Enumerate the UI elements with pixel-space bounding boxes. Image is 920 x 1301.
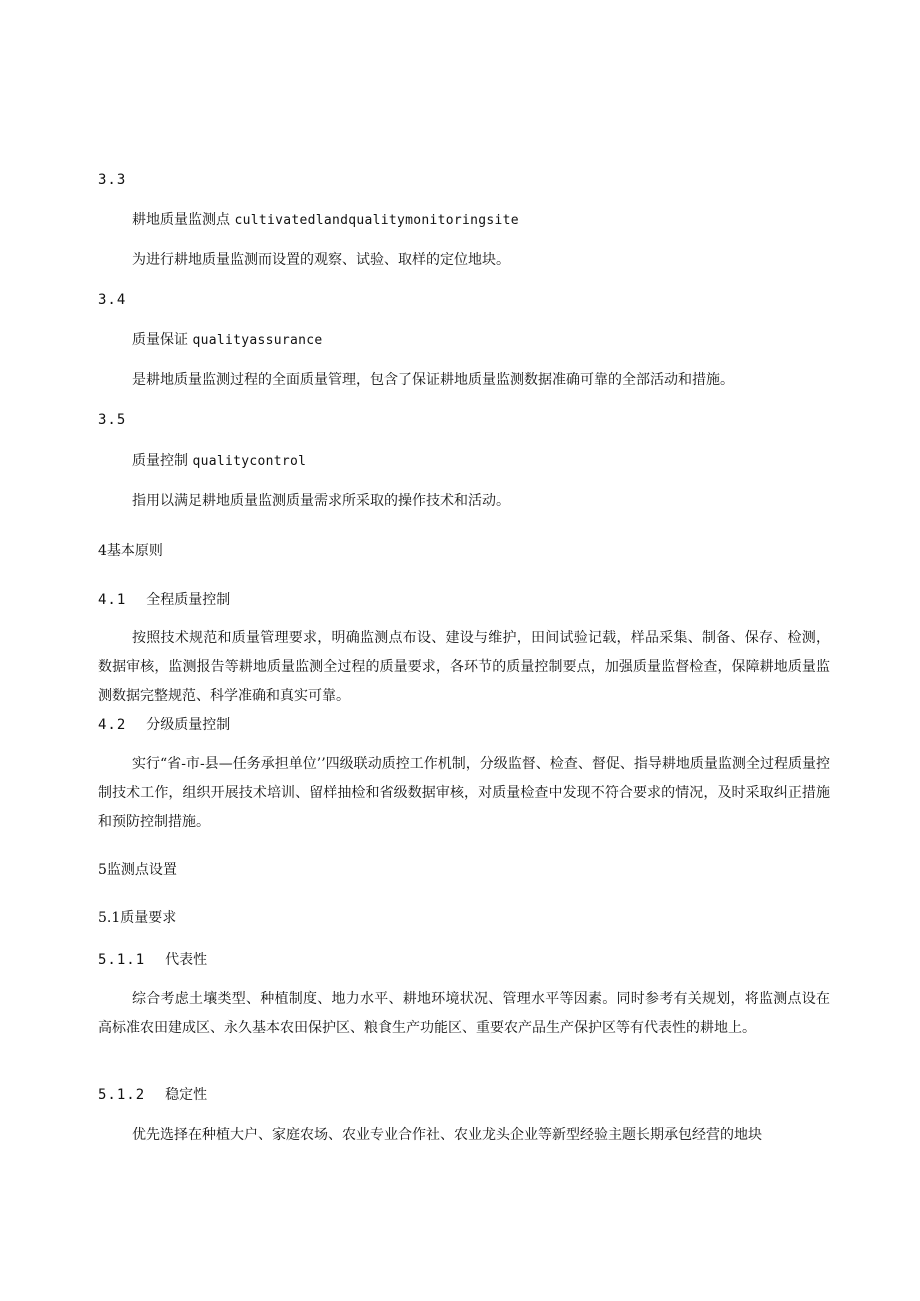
term-zh: 质量控制	[132, 453, 188, 469]
heading-section-4: 4基本原则	[98, 543, 163, 559]
section-title: 分级质量控制	[146, 717, 231, 733]
heading-4-2	[98, 715, 830, 735]
paragraph-5-1-2: 优先选择在种植大户、家庭农场、农业专业合作社、农业龙头企业等新型经验主题长期承包经营的地块	[132, 1127, 762, 1143]
section-number: 5.1.2	[98, 1087, 146, 1103]
term-zh: 质量保证	[132, 332, 188, 348]
heading-4-1	[98, 590, 830, 610]
heading-section-5: 5监测点设置	[98, 862, 177, 878]
definition-3-4: 是耕地质量监测过程的全面质量管理，包含了保证耕地质量监测数据准确可靠的全部活动和措施。	[132, 372, 734, 388]
section-number-3-4: 3.4	[98, 292, 127, 308]
heading-5-1: 5.1质量要求	[98, 910, 177, 926]
definition-3-3: 为进行耕地质量监测而设置的观察、试验、取样的定位地块。	[132, 252, 510, 268]
paragraph-4-1: 按照技术规范和质量管理要求，明确监测点布设、建设与维护，田间试验记载，样品采集、制备、保存、检测，数据审核，监测报告等耕地质量监测全过程的质量要求，各环节的质量控制要点，加强质量监督检查，保障耕地质量监测数据完整规范、科学准确和真实可靠。	[98, 630, 830, 704]
section-number-3-3: 3.3	[98, 172, 127, 188]
section-number: 4.2	[98, 717, 127, 733]
term-3-3	[132, 210, 830, 231]
section-title: 稳定性	[165, 1087, 208, 1103]
term-zh: 耕地质量监测点	[132, 212, 230, 228]
term-en: qualitycontrol	[192, 454, 307, 469]
paragraph-5-1-1: 综合考虑土壤类型、种植制度、地力水平、耕地环境状况、管理水平等因素。同时参考有关规划，将监测点设在高标准农田建成区、永久基本农田保护区、粮食生产功能区、重要农产品生产保护区等有代表性的耕地上。	[98, 991, 830, 1036]
section-number: 5.1.1	[98, 952, 146, 968]
section-number: 4.1	[98, 592, 127, 608]
term-3-4	[132, 330, 830, 351]
section-number-3-5: 3.5	[98, 412, 127, 428]
term-3-5	[132, 451, 830, 472]
term-en: qualityassurance	[192, 333, 323, 348]
heading-5-1-1	[98, 950, 830, 970]
paragraph-4-2: 实行“省-市-县—任务承担单位’’四级联动质控工作机制，分级监督、检查、督促、指导耕地质量监测全过程质量控制技术工作，组织开展技术培训、留样抽检和省级数据审核，对质量检查中发现不符合要求的情况，及时采取纠正措施和预防控制措施。	[98, 756, 830, 830]
heading-5-1-2	[98, 1085, 830, 1105]
section-title: 全程质量控制	[146, 592, 231, 608]
term-en: cultivatedlandqualitymonitoringsite	[234, 213, 519, 228]
section-title: 代表性	[165, 952, 208, 968]
definition-3-5: 指用以满足耕地质量监测质量需求所采取的操作技术和活动。	[132, 493, 510, 509]
